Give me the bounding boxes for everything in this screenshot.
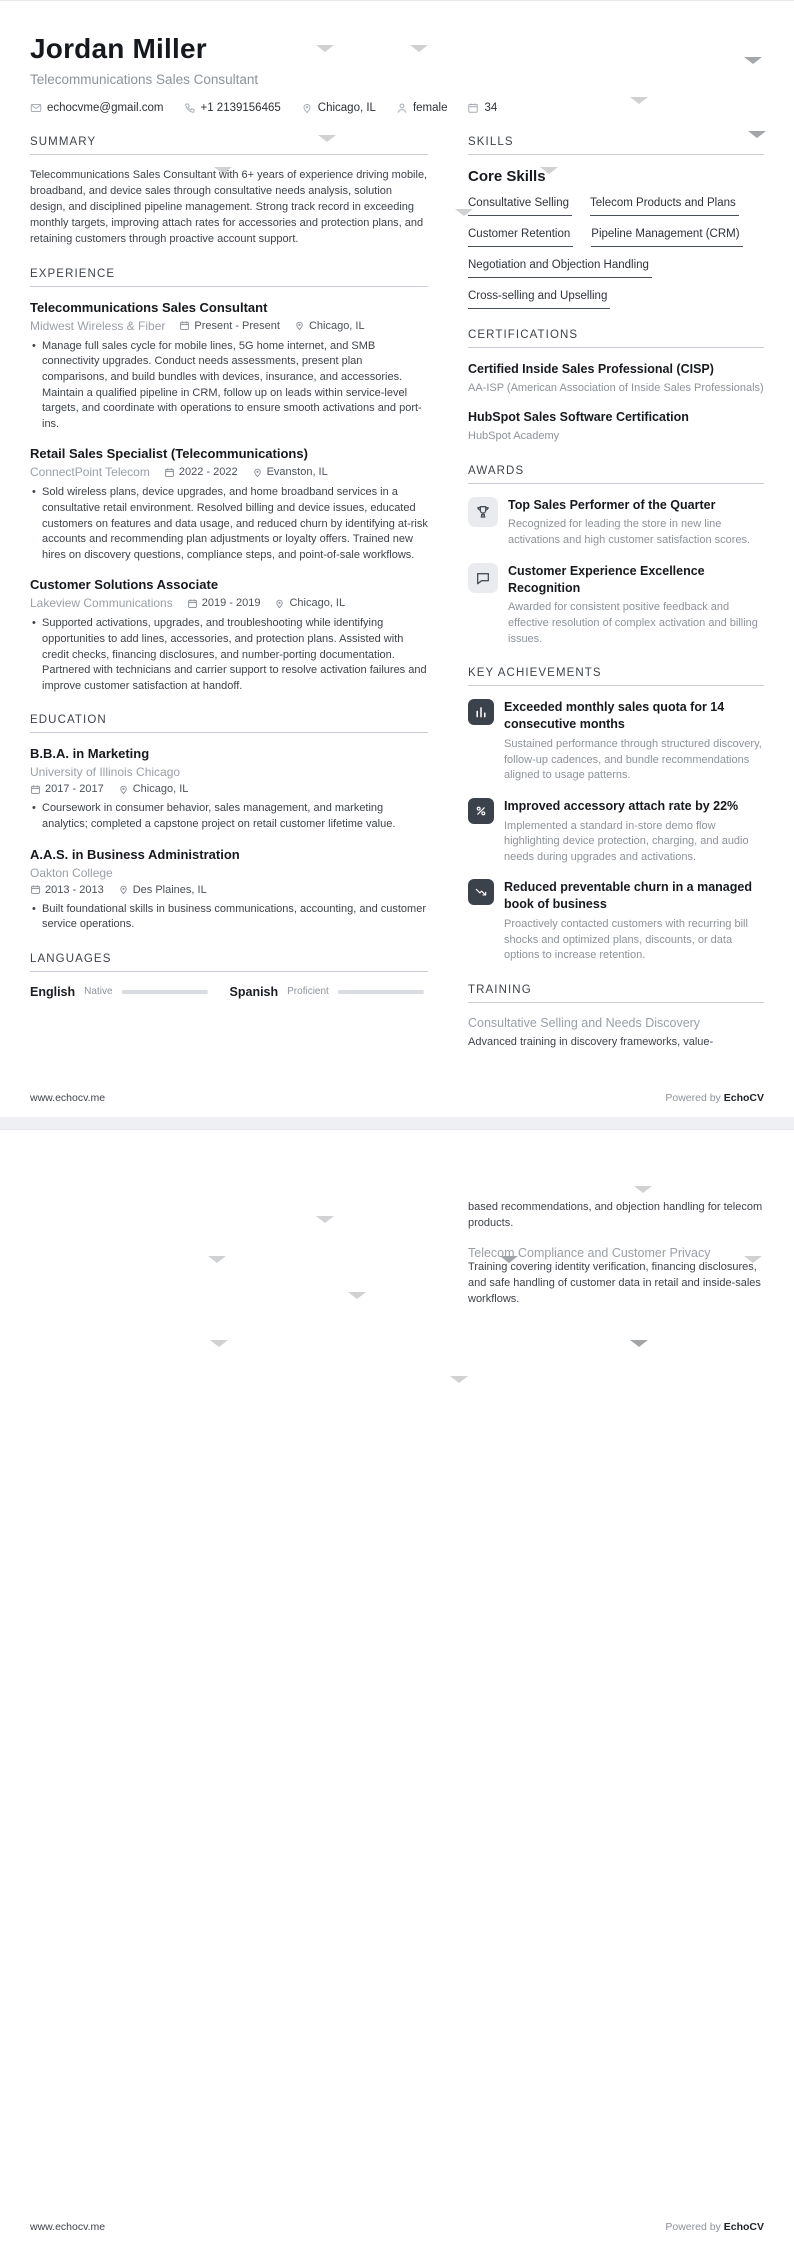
location-icon — [294, 320, 305, 331]
bar-chart-icon — [468, 699, 494, 725]
triangle-watermark-icon — [348, 1292, 366, 1299]
education-school: Oakton College — [30, 865, 113, 880]
experience-dates-text: 2019 - 2019 — [201, 597, 261, 610]
contact-age — [467, 102, 497, 114]
education-location — [118, 783, 189, 795]
experience-location — [294, 320, 365, 332]
location-icon — [301, 102, 313, 114]
experience-title: Telecommunications Sales Consultant — [30, 299, 268, 315]
training-desc-continued: based recommendations, and objection handling for telecom products. — [468, 1201, 763, 1229]
language-name: Spanish — [229, 984, 279, 999]
calendar-icon — [467, 102, 479, 114]
experience-company: Midwest Wireless & Fiber — [30, 318, 166, 333]
contact-age-text: 34 — [484, 102, 498, 114]
languages-heading: LANGUAGES — [30, 953, 428, 972]
triangle-watermark-icon — [208, 1256, 226, 1263]
training-desc-partial: Advanced training in discovery frameworks, value- — [468, 1036, 714, 1049]
experience-bullet: • Manage full sales cycle for mobile lines, 5G home internet, and SMB connectivity upgrades. Conduct needs assessments, present plan comparisons, and build bundles with devices, insurance, and accessories. Maintain a qualified pipeline in CRM, follow up on leads within service-level targets, and coordinate with operations to ensure smooth activations and port-ins. — [30, 339, 428, 433]
experience-bullets — [30, 339, 428, 433]
language-level: Proficient — [287, 986, 329, 998]
education-degree: B.B.A. in Marketing — [30, 746, 150, 762]
contact-phone-text: +1 2139156465 — [200, 102, 281, 114]
experience-subrow — [30, 319, 428, 333]
award-body — [508, 563, 764, 648]
award-desc: Awarded for consistent positive feedback and effective resolution of complex activation and billing issues. — [508, 601, 758, 645]
candidate-job-title: Telecommunications Sales Consultant — [30, 72, 259, 87]
section-summary — [30, 136, 428, 248]
training-name: Telecom Compliance and Customer Privacy — [468, 1245, 711, 1260]
speech-bubble-icon — [468, 563, 498, 593]
certification-item — [468, 361, 764, 396]
education-school-row — [30, 765, 428, 779]
contact-gender — [396, 102, 448, 114]
experience-item — [30, 300, 428, 433]
experience-heading: EXPERIENCE — [30, 268, 428, 287]
training-continuation-column — [468, 1200, 764, 1322]
experience-location — [274, 597, 345, 609]
experience-title: Customer Solutions Associate — [30, 577, 219, 593]
experience-subrow — [30, 465, 428, 479]
education-meta-row — [30, 783, 428, 795]
calendar-icon — [164, 467, 175, 478]
education-bullets — [30, 801, 428, 832]
section-education — [30, 714, 428, 932]
trophy-icon — [468, 497, 498, 527]
education-dates-text: 2013 - 2013 — [45, 883, 104, 896]
training-name: Consultative Selling and Needs Discovery — [468, 1016, 701, 1031]
achievement-item — [468, 699, 764, 784]
education-location-text: Des Plaines, IL — [132, 883, 207, 896]
skill-item: Telecom Products and Plans — [590, 197, 739, 216]
education-item — [30, 746, 428, 832]
summary-text: Telecommunications Sales Consultant with 6+ years of experience driving mobile, broadband, and device sales through consultative needs analysis, solution design, and disciplined pipeline management. Strong track record in exceeding monthly targets, improving attach rates for accessories and protection plans, and retaining customers through proactive account support. — [30, 169, 428, 245]
training-heading: TRAINING — [468, 984, 764, 1003]
experience-company: Lakeview Communications — [30, 596, 173, 611]
email-icon — [30, 102, 42, 114]
experience-dates-text: 2022 - 2022 — [178, 466, 238, 479]
achievement-title: Exceeded monthly sales quota for 14 consecutive months — [504, 700, 725, 732]
experience-location-text: Chicago, IL — [289, 597, 346, 610]
achievement-desc: Sustained performance through structured discovery, follow-up cadences, and bundle recommendations aligned to usage patterns. — [504, 737, 762, 782]
award-desc: Recognized for leading the store in new line activations and high customer satisfaction scores. — [508, 518, 751, 547]
education-dates — [30, 783, 104, 795]
contact-location-text: Chicago, IL — [317, 102, 376, 114]
achievement-title: Improved accessory attach rate by 22% — [504, 798, 739, 813]
certification-name: HubSpot Sales Software Certification — [468, 410, 689, 425]
language-proficiency-bar — [122, 990, 208, 994]
footer-powered-prefix: Powered by — [665, 1092, 721, 1104]
resume-page-1 — [0, 0, 794, 1117]
trend-down-icon — [468, 879, 494, 905]
education-dates-text: 2017 - 2017 — [45, 783, 104, 796]
skill-item: Negotiation and Objection Handling — [468, 259, 652, 278]
certification-name: Certified Inside Sales Professional (CISP) — [468, 362, 714, 376]
contact-email-text: echocvme@gmail.com — [47, 102, 164, 114]
experience-item — [30, 577, 428, 694]
certification-item — [468, 409, 764, 444]
calendar-icon — [187, 598, 198, 609]
award-body — [508, 497, 764, 549]
experience-dates — [187, 597, 261, 609]
resume-columns — [0, 136, 794, 1071]
triangle-watermark-icon — [316, 1216, 334, 1223]
page-footer — [30, 1092, 764, 1104]
candidate-name: Jordan Miller — [30, 33, 207, 64]
education-location-text: Chicago, IL — [132, 783, 189, 796]
left-column — [30, 136, 428, 1071]
location-icon — [274, 598, 285, 609]
language-item — [30, 985, 208, 999]
right-column — [468, 136, 764, 1071]
page-footer — [30, 2221, 764, 2233]
experience-title: Retail Sales Specialist (Telecommunications) — [30, 446, 308, 462]
contact-gender-text: female — [412, 102, 448, 114]
section-experience — [30, 268, 428, 695]
languages-row — [30, 985, 428, 999]
resume-header — [0, 1, 794, 114]
experience-dates — [179, 320, 280, 332]
section-certifications — [468, 329, 764, 445]
skills-list — [468, 197, 764, 309]
training-item — [468, 1246, 764, 1308]
achievement-body — [504, 798, 764, 866]
education-school-row — [30, 866, 428, 880]
footer-site-link[interactable]: www.echocv.me — [30, 1092, 106, 1104]
experience-bullets — [30, 616, 428, 694]
contact-email[interactable] — [30, 102, 164, 114]
experience-location-text: Evanston, IL — [266, 466, 328, 479]
experience-bullet: • Sold wireless plans, device upgrades, and home broadband services in a consultative retail environment. Resolved billing and device issues, educated customers on features and data usage, and reduced churn by identifying at-risk accounts and recommending plan adjustments or loyalty offers. Trained new hires on discovery questions, compliance steps, and point-of-sale workflows. — [30, 485, 428, 563]
language-item — [230, 985, 424, 999]
achievement-desc: Implemented a standard in-store demo flow highlighting device protection, charging, and audio needs during upgrades and activations. — [504, 819, 749, 863]
calendar-icon — [179, 320, 190, 331]
education-dates — [30, 884, 104, 896]
certification-org: AA-ISP (American Association of Inside Sales Professionals) — [468, 381, 764, 394]
footer-powered-by[interactable] — [665, 2221, 764, 2233]
contact-phone[interactable] — [184, 102, 281, 114]
award-title: Top Sales Performer of the Quarter — [508, 497, 716, 512]
section-awards — [468, 465, 764, 648]
achievement-body — [504, 879, 764, 964]
education-bullets — [30, 902, 428, 933]
skill-item: Consultative Selling — [468, 197, 572, 216]
section-training — [468, 984, 764, 1051]
education-degree: A.A.S. in Business Administration — [30, 846, 240, 862]
summary-heading: SUMMARY — [30, 136, 428, 155]
experience-item — [30, 446, 428, 563]
certifications-heading: CERTIFICATIONS — [468, 329, 764, 348]
skills-group-title: Core Skills — [468, 168, 546, 185]
awards-heading: AWARDS — [468, 465, 764, 484]
person-icon — [396, 102, 408, 114]
section-key-achievements — [468, 667, 764, 964]
certification-org: HubSpot Academy — [468, 430, 560, 443]
language-name: English — [30, 984, 76, 999]
experience-bullet: • Supported activations, upgrades, and troubleshooting while identifying opportunities to add lines, accessories, and protection plans. Assisted with credit checks, financing disclosures, and number-porting documentation. Partnered with technicians and carrier support to resolve activation failures and improve customer satisfaction at handoff. — [30, 616, 428, 694]
footer-brand: EchoCV — [723, 1092, 764, 1104]
phone-icon — [184, 102, 196, 114]
key-achievements-heading: KEY ACHIEVEMENTS — [468, 667, 764, 686]
award-title: Customer Experience Excellence Recognition — [508, 563, 705, 595]
skills-heading: SKILLS — [468, 136, 764, 155]
education-bullet: • Built foundational skills in business communications, accounting, and customer service operations. — [30, 902, 428, 933]
calendar-icon — [30, 884, 41, 895]
training-item — [468, 1016, 764, 1051]
experience-bullets — [30, 485, 428, 563]
achievement-title: Reduced preventable churn in a managed book of business — [504, 880, 752, 912]
footer-site-link[interactable]: www.echocv.me — [30, 2221, 106, 2233]
percent-icon — [468, 798, 494, 824]
contact-row — [30, 102, 764, 114]
experience-location-text: Chicago, IL — [308, 319, 365, 332]
experience-company: ConnectPoint Telecom — [30, 465, 150, 480]
footer-powered-prefix: Powered by — [665, 2221, 721, 2233]
achievement-desc: Proactively contacted customers with recurring bill shocks and optimized plans, discounts, or data options to increase retention. — [504, 918, 748, 962]
experience-location — [252, 466, 328, 478]
triangle-watermark-icon — [450, 1376, 468, 1383]
achievement-item — [468, 798, 764, 866]
achievement-item — [468, 879, 764, 964]
triangle-watermark-icon — [630, 1340, 648, 1347]
education-location — [118, 884, 207, 896]
language-proficiency-bar — [338, 990, 424, 994]
section-languages — [30, 953, 428, 999]
award-item — [468, 497, 764, 549]
education-heading: EDUCATION — [30, 714, 428, 733]
footer-brand: EchoCV — [723, 2221, 764, 2233]
resume-page-2 — [0, 1129, 794, 2246]
language-level: Native — [84, 986, 113, 998]
skill-item: Cross-selling and Upselling — [468, 290, 610, 309]
location-icon — [118, 884, 129, 895]
education-school: University of Illinois Chicago — [30, 765, 181, 780]
footer-powered-by[interactable] — [665, 1092, 764, 1104]
skill-item: Customer Retention — [468, 228, 573, 247]
triangle-watermark-icon — [210, 1340, 228, 1347]
contact-location — [301, 102, 376, 114]
triangle-watermark-icon — [634, 1186, 652, 1193]
achievement-body — [504, 699, 764, 784]
skill-item: Pipeline Management (CRM) — [591, 228, 742, 247]
education-meta-row — [30, 884, 428, 896]
training-desc: Training covering identity verification, financing disclosures, and safe handling of customer data in retail and inside-sales workflows. — [468, 1260, 761, 1305]
education-bullet: • Coursework in consumer behavior, sales management, and marketing analytics; completed a capstone project on retail customer lifetime value. — [30, 801, 428, 832]
section-skills — [468, 136, 764, 309]
education-item — [30, 847, 428, 933]
experience-subrow — [30, 596, 428, 610]
location-icon — [252, 467, 263, 478]
calendar-icon — [30, 784, 41, 795]
location-icon — [118, 784, 129, 795]
award-item — [468, 563, 764, 648]
experience-dates-text: Present - Present — [194, 319, 280, 332]
experience-dates — [164, 466, 238, 478]
